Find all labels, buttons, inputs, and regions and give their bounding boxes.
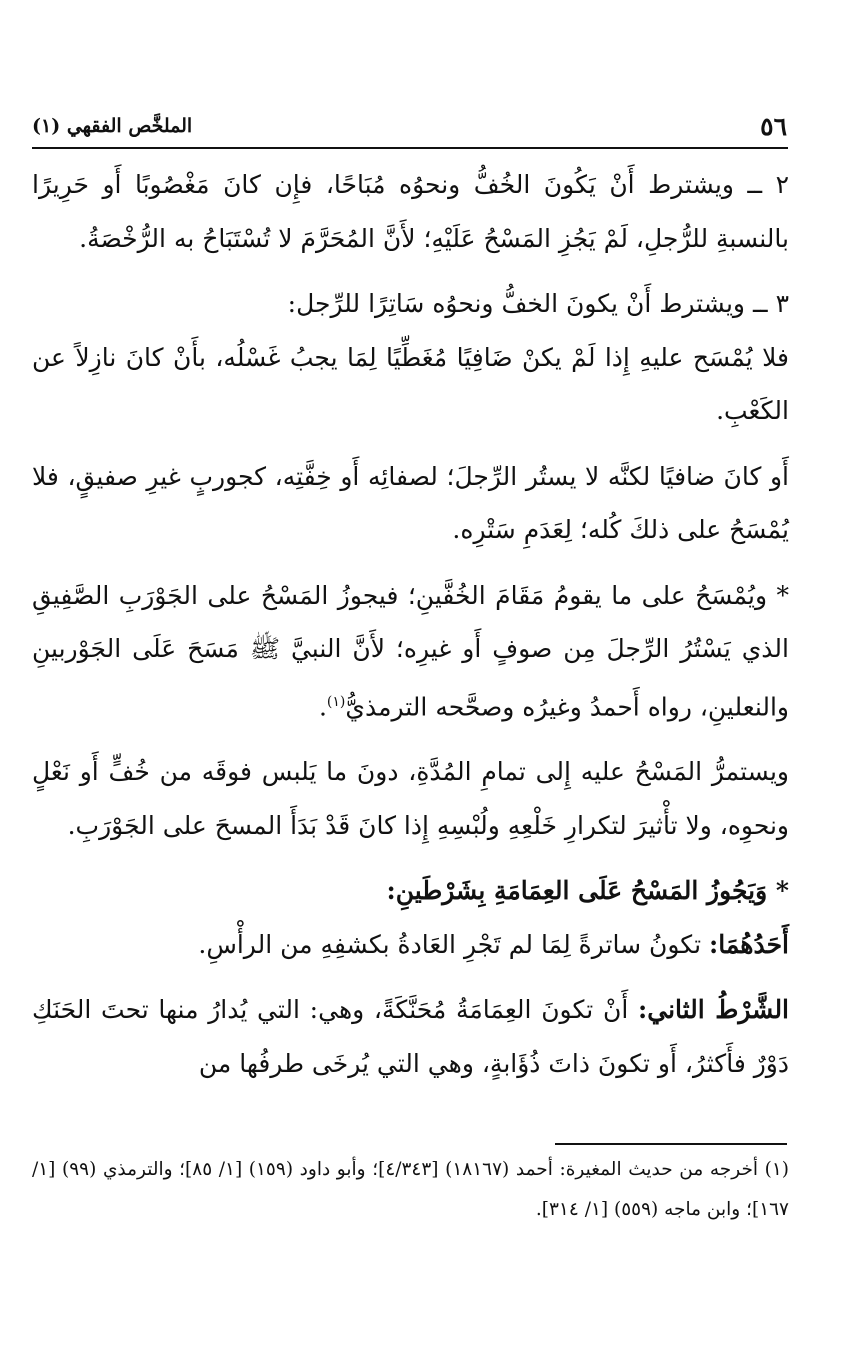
main-text xyxy=(32,158,789,1090)
paragraph-text: فلا يُمْسَح عليهِ إِذا لَمْ يكنْ ضَافِيًا مُغَطِّيًا لِمَا يجبُ غَسْلُه، بأَنْ كانَ نازِلاً عن الكَعْبِ. xyxy=(32,342,789,425)
paragraph-text: أَنْ تكونَ العِمَامَةُ مُحَنَّكَةً، وهي: التي يُدارُ منها تحتَ الحَنَكِ دَوْرٌ فأَكثرُ، أَو تكونَ ذاتَ ذُؤَابةٍ، وهي التي يُرخَى طرفُها من xyxy=(32,995,789,1078)
page-number: ٥٦ xyxy=(760,111,787,141)
footnote-rule xyxy=(555,1143,787,1145)
paragraph-text: ويستمرُّ المَسْحُ عليه إِلى تمامِ المُدَّةِ، دونَ ما يَلبس فوقَه من خُفٍّ أَو نَعْلٍ ونحوِه، ولا تأْثيرَ لتكرارِ خَلْعِهِ ولُبْسِهِ إِذا كانَ قَدْ بَدَأَ المسحَ على الجَوْرَبِ. xyxy=(32,757,789,840)
section-heading-imama xyxy=(32,864,789,918)
lead-term: أَحَدُهُمَا: xyxy=(708,929,789,959)
paragraph-text: أَو كانَ ضافيًا لكنَّه لا يستُر الرِّجلَ؛ لصفائِه أَو خِفَّتِه، كجوربٍ غيرِ صفيقٍ، فلا يُمْسَحُ على ذلكَ كُله؛ لِعَدَمِ سَتْرِه. xyxy=(32,461,789,544)
page-header xyxy=(32,108,787,144)
running-title: الملخَّص الفقهي (١) xyxy=(32,115,193,137)
footnotes xyxy=(32,1150,789,1230)
paragraph xyxy=(32,450,789,557)
paragraph-text: تكونُ ساترةً لِمَا لم تَجْرِ العَادةُ بكشفِهِ من الرأْسِ. xyxy=(198,929,709,959)
footnote-1: (١) أخرجه من حديث المغيرة: أحمد (١٨١٦٧) [٤/٣٤٣]؛ وأبو داود (١٥٩) [١/ ٨٥]؛ والترمذي (٩٩) [١/ ١٦٧]؛ وابن ماجه (٥٥٩) [١/ ٣١٤]. xyxy=(32,1159,790,1220)
paragraph-jawrab: * ويُمْسَحُ على ما يقومُ مَقَامَ الخُفَّينِ؛ فيجوزُ المَسْحُ على الجَوْرَبِ الصَّفِيقِ الذي يَسْتُرُ الرِّجلَ مِن صوفٍ أَو غيرِه؛ لأَنَّ النبيَّ ﷺ مَسَحَ عَلَى الجَوْربينِ والنعلينِ، رواه أَحمدُ وغيرُه وصحَّحه الترمذيُّ$^{(١)}$. xyxy=(32,580,789,721)
paragraph-first-condition xyxy=(32,918,789,972)
footnote-reference: (١) xyxy=(326,693,346,710)
paragraph-text: * وَيَجُوزُ المَسْحُ عَلَى العِمَامَةِ بِشَرْطَينِ: xyxy=(386,876,789,906)
paragraph-text: ٣ ــ ويشترط أَنْ يكونَ الخفُّ ونحوُه سَاتِرًا للرِّجل: xyxy=(287,289,789,318)
header-rule xyxy=(32,147,788,149)
paragraph xyxy=(32,331,789,438)
paragraph-text: ٢ ــ ويشترط أَنْ يَكُونَ الخُفُّ ونحوُه مُبَاحًا، فإِن كانَ مَغْصُوبًا أَو حَرِيرًا بالنسبةِ للرُّجلِ، لَمْ يَجُزِ المَسْحُ عَلَيْهِ؛ لأَنَّ المُحَرَّمَ لا تُسْتَبَاحُ به الرُّخْصَةُ. xyxy=(32,170,789,253)
paragraph xyxy=(32,745,789,852)
paragraph-condition-2 xyxy=(32,158,789,265)
lead-term: الشَّرْطُ الثاني: xyxy=(638,995,790,1025)
paragraph-text: * ويُمْسَحُ على ما يقومُ مَقَامَ الخُفَّينِ؛ فيجوزُ المَسْحُ على الجَوْرَبِ الصَّفِيقِ الذي يَسْتُرُ الرِّجلَ مِن صوفٍ أَو غيرِه؛ لأَنَّ النبيَّ ﷺ مَسَحَ عَلَى الجَوْربينِ والنعلينِ، رواه أَحمدُ وغيرُه وصحَّحه الترمذيُّ xyxy=(32,580,789,721)
paragraph-condition-3 xyxy=(32,277,789,331)
paragraph-second-condition xyxy=(32,983,789,1090)
